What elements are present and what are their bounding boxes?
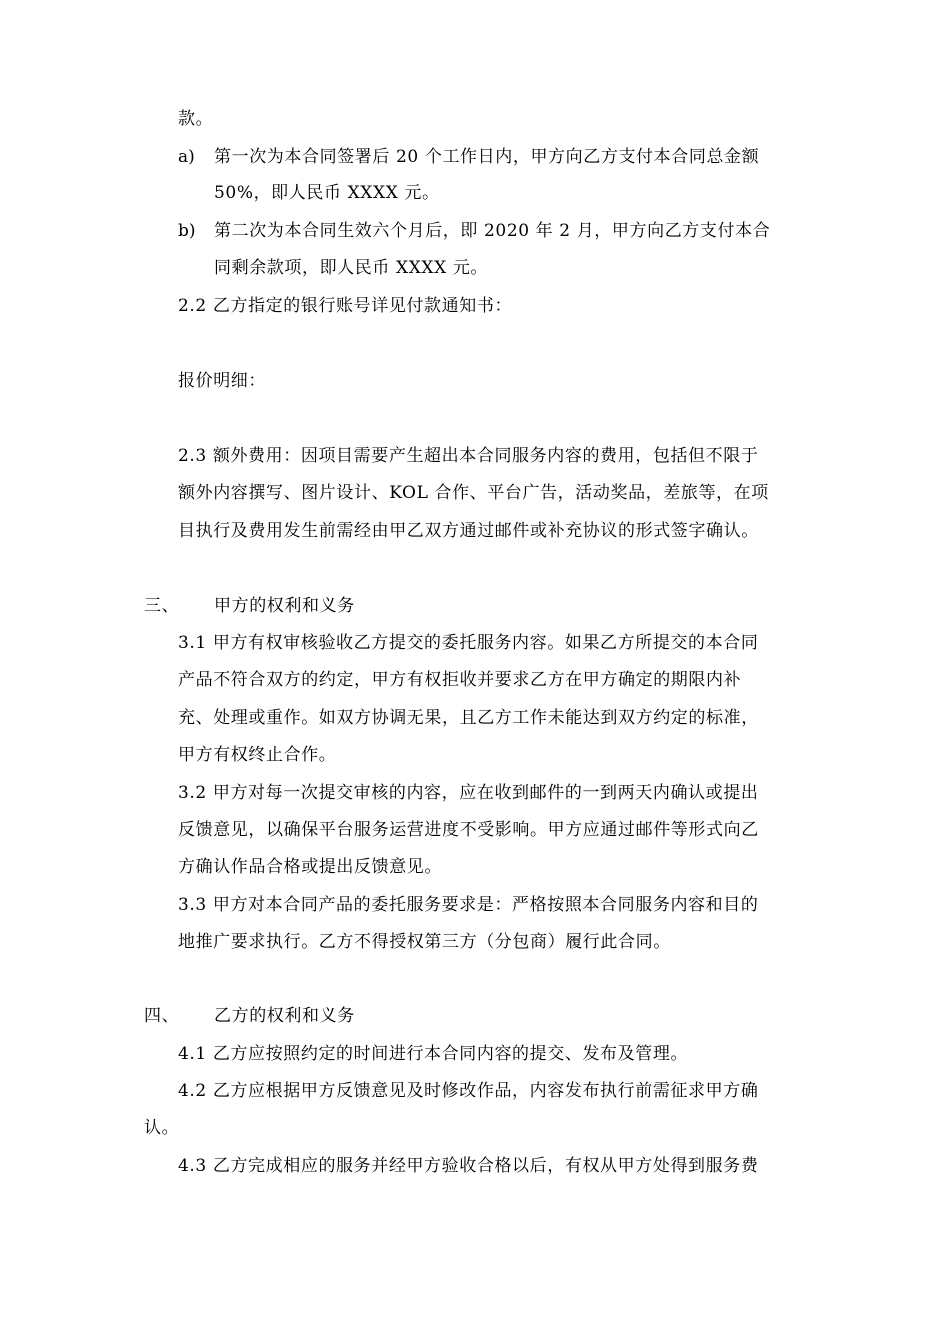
- text-line: 同剩余款项，即人民币 XXXX 元。: [214, 258, 489, 278]
- list-marker-a: a): [178, 147, 195, 167]
- text-line: 2.2 乙方指定的银行账号详见付款通知书：: [178, 296, 513, 316]
- text-line: 3.2 甲方对每一次提交审核的内容，应在收到邮件的一到两天内确认或提出: [178, 783, 759, 803]
- text-line: 款。: [178, 109, 214, 129]
- text-line: 第二次为本合同生效六个月后，即 2020 年 2 月，甲方向乙方支付本合: [214, 221, 771, 241]
- text-line: 3.1 甲方有权审核验收乙方提交的委托服务内容。如果乙方所提交的本合同: [178, 633, 759, 653]
- text-line: 产品不符合双方的约定，甲方有权拒收并要求乙方在甲方确定的期限内补: [178, 670, 742, 690]
- text-line: 额外内容撰写、图片设计、KOL 合作、平台广告，活动奖品，差旅等，在项: [178, 483, 769, 503]
- text-line: 目执行及费用发生前需经由甲乙双方通过邮件或补充协议的形式签字确认。: [178, 521, 759, 541]
- text-line: 方确认作品合格或提出反馈意见。: [178, 857, 442, 877]
- text-line: 2.3 额外费用：因项目需要产生超出本合同服务内容的费用，包括但不限于: [178, 446, 759, 466]
- text-line: 4.3 乙方完成相应的服务并经甲方验收合格以后，有权从甲方处得到服务费: [178, 1156, 759, 1176]
- section-title: 甲方的权利和义务: [214, 596, 355, 616]
- section-number: 三、: [144, 596, 180, 616]
- text-line: 4.2 乙方应根据甲方反馈意见及时修改作品，内容发布执行前需征求甲方确: [178, 1081, 759, 1101]
- list-marker-b: b): [178, 221, 196, 241]
- text-line: 地推广要求执行。乙方不得授权第三方（分包商）履行此合同。: [178, 932, 671, 952]
- text-line: 反馈意见，以确保平台服务运营进度不受影响。甲方应通过邮件等形式向乙: [178, 820, 759, 840]
- section-number: 四、: [144, 1006, 180, 1026]
- text-line: 第一次为本合同签署后 20 个工作日内，甲方向乙方支付本合同总金额: [214, 147, 760, 167]
- text-line: 3.3 甲方对本合同产品的委托服务要求是：严格按照本合同服务内容和目的: [178, 895, 759, 915]
- text-line: 充、处理或重作。如双方协调无果，且乙方工作未能达到双方约定的标准，: [178, 708, 759, 728]
- text-line: 甲方有权终止合作。: [178, 745, 337, 765]
- section-title: 乙方的权利和义务: [214, 1006, 355, 1026]
- text-line: 报价明细：: [178, 371, 266, 391]
- text-line: 认。: [144, 1118, 180, 1138]
- text-line: 4.1 乙方应按照约定的时间进行本合同内容的提交、发布及管理。: [178, 1044, 689, 1064]
- text-line: 50%，即人民币 XXXX 元。: [214, 183, 440, 203]
